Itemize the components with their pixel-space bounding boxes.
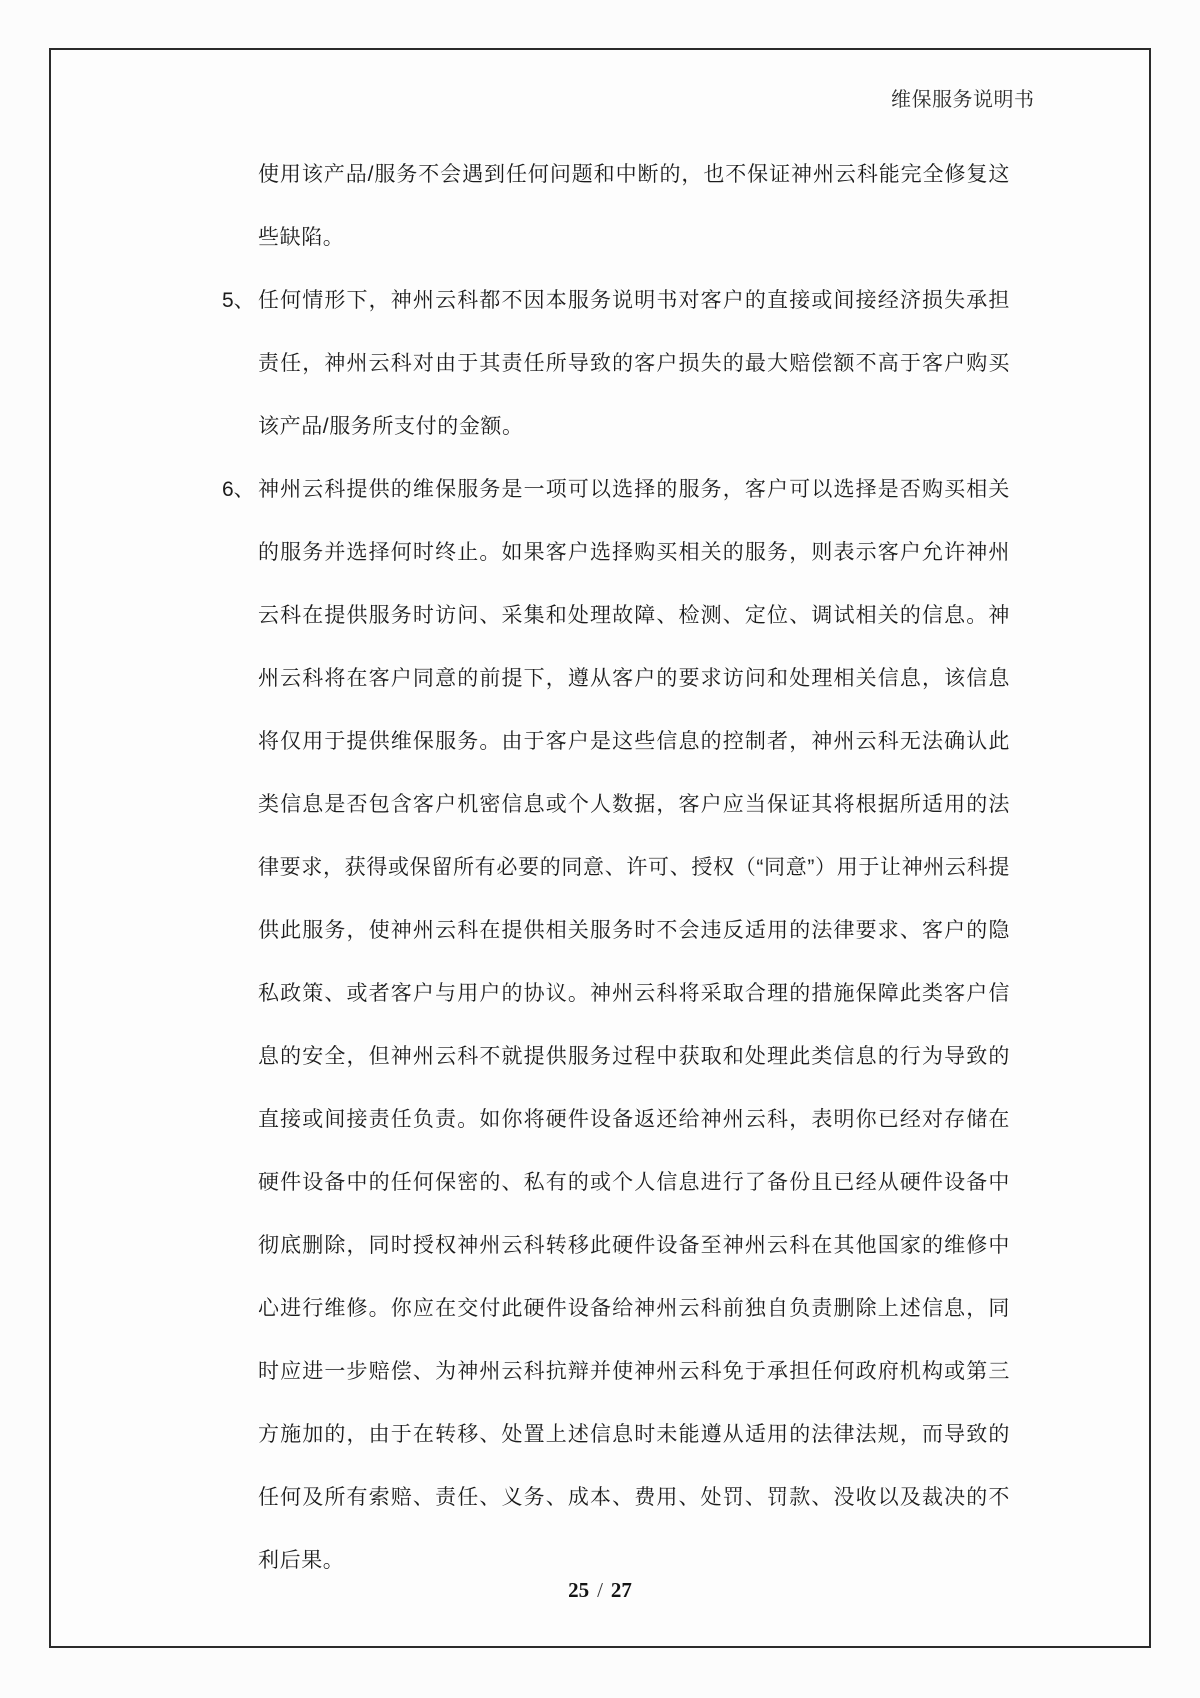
page-footer [0,1578,1200,1603]
list-item-number: 5、 [222,289,255,312]
list-item [222,458,1010,1592]
page-number-current: 25 [568,1578,590,1602]
list-item-text: 使用该产品/服务不会遇到任何问题和中断的，也不保证神州云科能完全修复这些缺陷。 [258,163,1010,249]
document-body [222,143,1010,1592]
list-item-text: 神州云科提供的维保服务是一项可以选择的服务，客户可以选择是否购买相关的服务并选择何时终止。如果客户选择购买相关的服务，则表示客户允许神州云科在提供服务时访问、采集和处理故障、检测、定位、调试相关的信息。神州云科将在客户同意的前提下，遵从客户的要求访问和处理相关信息，该信息将仅用于提供维保服务。由于客户是这些信息的控制者，神州云科无法确认此类信息是否包含客户机密信息或个人数据，客户应当保证其将根据所适用的法律要求，获得或保留所有必要的同意、许可、授权（“同意”）用于让神州云科提供此服务，使神州云科在提供相关服务时不会违反适用的法律要求、客户的隐私政策、或者客户与用户的协议。神州云科将采取合理的措施保障此类客户信息的安全，但神州云科不就提供服务过程中获取和处理此类信息的行为导致的直接或间接责任负责。如你将硬件设备返还给神州云科，表明你已经对存储在硬件设备中的任何保密的、私有的或个人信息进行了备份且已经从硬件设备中彻底删除，同时授权神州云科转移此硬件设备至神州云科在其他国家的维修中心进行维修。你应在交付此硬件设备给神州云科前独自负责删除上述信息，同时应进一步赔偿、为神州云科抗辩并使神州云科免于承担任何政府机构或第三方施加的，由于在转移、处置上述信息时未能遵从适用的法律法规，而导致的任何及所有索赔、责任、义务、成本、费用、处罚、罚款、没收以及裁决的不利后果。 [258,478,1010,1572]
list-item-number: 6、 [222,478,255,501]
list-item [222,269,1010,458]
header-title: 维保服务说明书 [891,89,1035,111]
list-item-text: 任何情形下，神州云科都不因本服务说明书对客户的直接或间接经济损失承担责任，神州云科对由于其责任所导致的客户损失的最大赔偿额不高于客户购买该产品/服务所支付的金额。 [258,289,1010,438]
page-number-total: 27 [610,1578,632,1602]
page-number-separator: / [597,1578,603,1602]
list-item [258,143,1010,269]
